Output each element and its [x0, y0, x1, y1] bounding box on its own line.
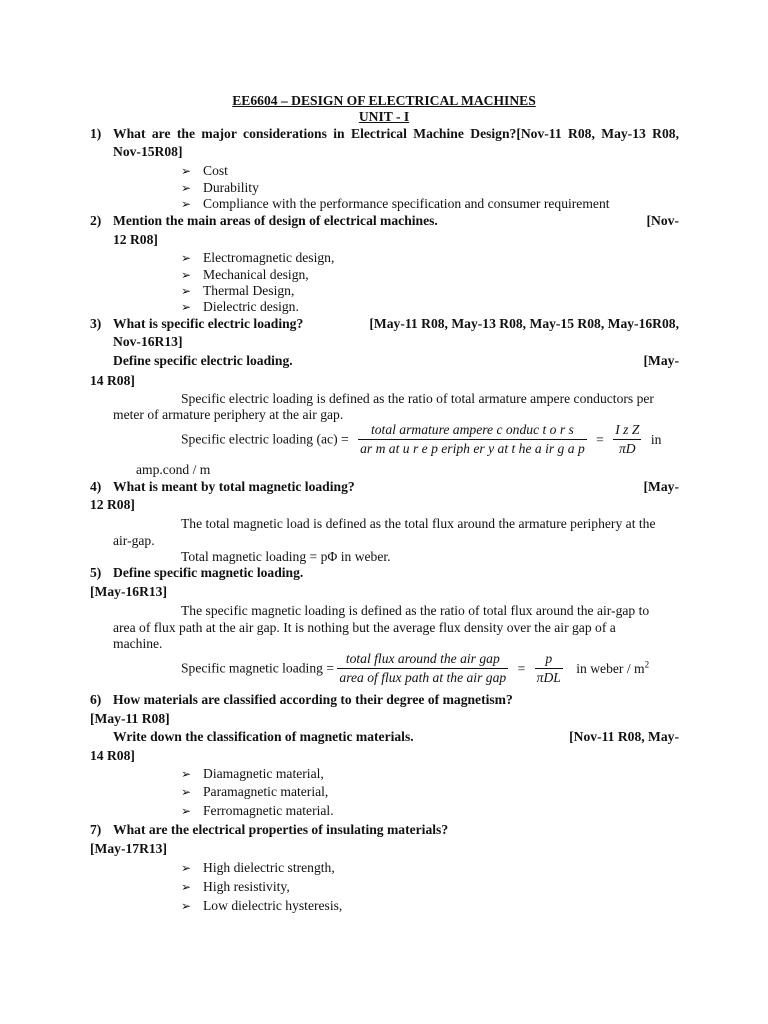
- q3-number: 3): [90, 316, 102, 331]
- formula-fraction-2: [535, 651, 563, 686]
- q3-subreference: [May-: [643, 353, 679, 368]
- list-item: ➢ Mechanical design,: [181, 267, 309, 282]
- list-item: ➢ Compliance with the performance specification and consumer requirement: [181, 196, 610, 211]
- list-item: ➢ Diamagnetic material,: [181, 766, 324, 781]
- formula-unit: in weber / $m^2$: [576, 659, 650, 677]
- q5-answer-line-2: area of flux path at the air gap. It is nothing but the average flux density over the air gap of a: [113, 620, 616, 635]
- arrow-bullet-icon: ➢: [181, 880, 192, 894]
- arrow-bullet-icon: ➢: [181, 164, 192, 178]
- q4-reference-cont: 12 R08]: [90, 497, 135, 512]
- q3-subquestion: Define specific electric loading.: [113, 353, 293, 368]
- q6-subquestion: Write down the classification of magnetic materials.: [113, 729, 414, 744]
- formula-denominator: area of flux path at the air gap: [339, 670, 507, 685]
- arrow-bullet-icon: ➢: [181, 861, 192, 875]
- q6-question: How materials are classified according to their degree of magnetism?: [113, 692, 513, 707]
- list-item: ➢ Thermal Design,: [181, 283, 295, 298]
- equals-sign: =: [596, 431, 604, 447]
- list-item: ➢ High dielectric strength,: [181, 860, 335, 875]
- q5-number: 5): [90, 565, 102, 580]
- q3-question: What is specific electric loading?: [113, 316, 304, 331]
- formula-denominator: ar m at u r e p eriph er y at t he a ir g a p: [360, 441, 585, 456]
- q3-reference: [May-11 R08, May-13 R08, May-15 R08, May-16R08,: [369, 316, 679, 331]
- q3-answer-line-2: meter of armature periphery at the air gap.: [113, 407, 344, 422]
- q4-number: 4): [90, 479, 102, 494]
- list-item: ➢ Paramagnetic material,: [181, 784, 329, 799]
- formula-fraction-2: [613, 422, 641, 457]
- q3-reference-cont: Nov-16R13]: [113, 334, 183, 349]
- q1-reference: Nov-15R08]: [113, 144, 183, 159]
- q3-subreference-cont: 14 R08]: [90, 373, 135, 388]
- q4-reference: [May-: [643, 479, 679, 494]
- unit-heading: UNIT - I: [358, 109, 410, 124]
- arrow-bullet-icon: ➢: [181, 284, 192, 298]
- q5-answer-line-3: machine.: [113, 636, 163, 651]
- formula-label: Specific electric loading (ac) =: [181, 431, 349, 447]
- formula-fraction: [358, 422, 587, 457]
- q6-reference: [May-11 R08]: [90, 711, 170, 726]
- q4-question: What is meant by total magnetic loading?: [113, 479, 355, 494]
- list-item: ➢ Dielectric design.: [181, 299, 299, 314]
- arrow-bullet-icon: ➢: [181, 899, 192, 913]
- arrow-bullet-icon: ➢: [181, 268, 192, 282]
- q6-subreference: [Nov-11 R08, May-: [569, 729, 679, 744]
- q4-answer-line-3: Total magnetic loading = pΦ in weber.: [181, 549, 391, 564]
- q3-formula: [181, 422, 661, 457]
- arrow-bullet-icon: ➢: [181, 197, 192, 211]
- formula-numerator: total armature ampere c onduc t o r s: [358, 422, 587, 440]
- q5-answer-line-1: The specific magnetic loading is defined as the ratio of total flux around the air-gap to: [181, 603, 650, 618]
- arrow-bullet-icon: ➢: [181, 181, 192, 195]
- formula-fraction: [337, 651, 508, 686]
- formula2-numerator: p: [535, 651, 563, 669]
- list-item: ➢ High resistivity,: [181, 879, 290, 894]
- arrow-bullet-icon: ➢: [181, 251, 192, 265]
- formula2-denominator: πDL: [536, 670, 561, 685]
- arrow-bullet-icon: ➢: [181, 767, 192, 781]
- document-title: EE6604 – DESIGN OF ELECTRICAL MACHINES: [232, 93, 536, 108]
- q7-question: What are the electrical properties of insulating materials?: [113, 822, 449, 837]
- q3-unit: amp.cond / m: [136, 462, 211, 477]
- q3-answer-line-1: Specific electric loading is defined as the ratio of total armature ampere conductors per: [181, 391, 654, 406]
- q2-question: Mention the main areas of design of electrical machines.: [113, 213, 438, 228]
- formula2-numerator: I z Z: [613, 422, 641, 440]
- q2-reference: [Nov-: [646, 213, 679, 228]
- q4-answer-line-1: The total magnetic load is defined as the total flux around the armature periphery at the: [181, 516, 656, 531]
- q4-answer-line-2: air-gap.: [113, 533, 155, 548]
- formula2-denominator: πD: [619, 441, 636, 456]
- q6-subreference-cont: 14 R08]: [90, 748, 135, 763]
- q5-formula: [181, 651, 649, 686]
- q6-number: 6): [90, 692, 102, 707]
- arrow-bullet-icon: ➢: [181, 804, 192, 818]
- list-item: ➢ Low dielectric hysteresis,: [181, 898, 343, 913]
- q5-question: Define specific magnetic loading.: [113, 565, 304, 580]
- formula-label: Specific magnetic loading =: [181, 660, 334, 676]
- equals-sign: =: [517, 660, 526, 676]
- q5-reference: [May-16R13]: [90, 584, 168, 599]
- q7-number: 7): [90, 822, 102, 837]
- list-item: ➢ Ferromagnetic material.: [181, 803, 334, 818]
- formula-in: in: [650, 431, 662, 447]
- q1-number: 1): [90, 126, 102, 141]
- q2-reference-cont: 12 R08]: [113, 232, 158, 247]
- arrow-bullet-icon: ➢: [181, 785, 192, 799]
- list-item: ➢ Electromagnetic design,: [181, 250, 335, 265]
- q2-number: 2): [90, 213, 102, 228]
- q1-question: What are the major considerations in Electrical Machine Design?[Nov-11 R08, May-13 R08,: [113, 126, 679, 141]
- q7-reference: [May-17R13]: [90, 841, 168, 856]
- list-item: ➢ Cost: [181, 163, 228, 178]
- formula-numerator: total flux around the air gap: [337, 651, 508, 669]
- arrow-bullet-icon: ➢: [181, 300, 192, 314]
- list-item: ➢ Durability: [181, 180, 259, 195]
